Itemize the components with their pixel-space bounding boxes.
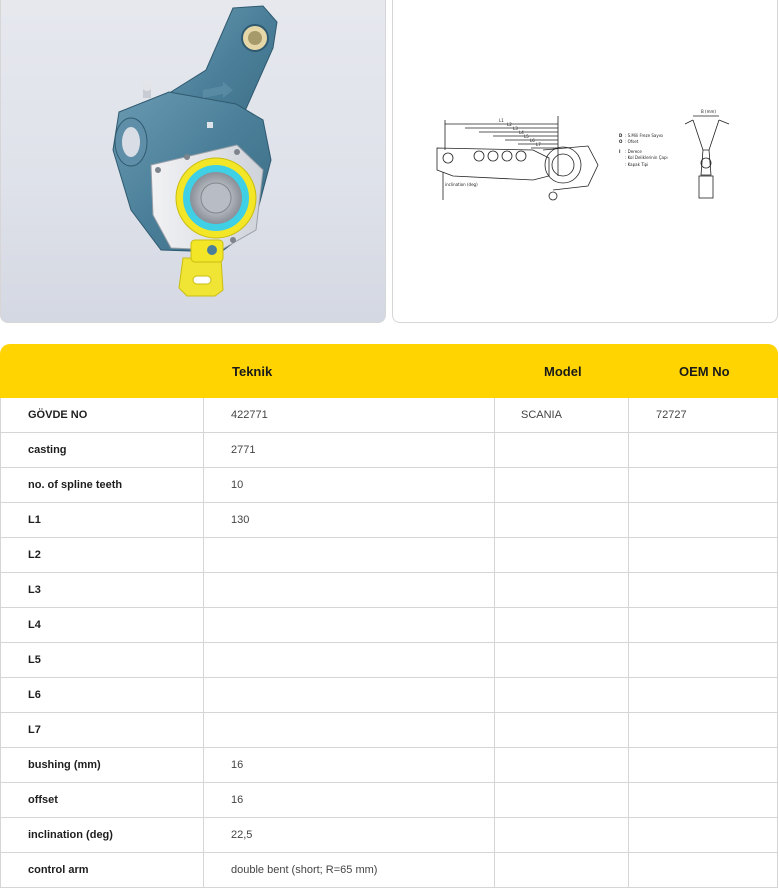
row-label: L4 <box>0 608 204 643</box>
row-model <box>495 608 629 643</box>
table-row <box>0 433 778 468</box>
row-oem <box>629 713 778 748</box>
legend-text-i: : Derece <box>625 149 642 154</box>
dim-label-L3: L3 <box>513 126 518 131</box>
row-model <box>495 783 629 818</box>
row-label: GÖVDE NO <box>0 398 204 433</box>
row-label: L7 <box>0 713 204 748</box>
row-model: SCANIA <box>495 398 629 433</box>
row-model <box>495 468 629 503</box>
row-value: 422771 <box>204 398 495 433</box>
row-value: double bent (short; R=65 mm) <box>204 853 495 888</box>
row-oem <box>629 608 778 643</box>
row-label: no. of spline teeth <box>0 468 204 503</box>
row-oem <box>629 573 778 608</box>
row-label: L5 <box>0 643 204 678</box>
header-label-col <box>0 344 204 398</box>
dim-label-L4: L4 <box>519 130 524 135</box>
table-row <box>0 398 778 433</box>
table-row <box>0 503 778 538</box>
table-row <box>0 853 778 888</box>
row-model <box>495 853 629 888</box>
row-oem <box>629 503 778 538</box>
row-model <box>495 818 629 853</box>
spec-table-container <box>0 344 778 888</box>
header-oem-no: OEM No <box>629 344 778 398</box>
legend-text-o: : Ofset <box>625 139 639 144</box>
table-row <box>0 643 778 678</box>
row-value <box>204 538 495 573</box>
row-oem <box>629 468 778 503</box>
row-model <box>495 503 629 538</box>
product-photo-card[interactable] <box>0 0 386 323</box>
row-value: 22,5 <box>204 818 495 853</box>
dim-label-L6: L6 <box>530 138 535 143</box>
row-oem <box>629 433 778 468</box>
header-model: Model <box>495 344 629 398</box>
row-oem <box>629 538 778 573</box>
table-row <box>0 608 778 643</box>
row-label: L2 <box>0 538 204 573</box>
row-value <box>204 678 495 713</box>
row-model <box>495 678 629 713</box>
table-row <box>0 818 778 853</box>
product-gallery <box>0 0 779 325</box>
table-row <box>0 783 778 818</box>
table-row <box>0 678 778 713</box>
legend-key-i: I <box>619 149 621 154</box>
row-value: 16 <box>204 783 495 818</box>
row-oem <box>629 748 778 783</box>
spec-table <box>0 344 778 888</box>
row-oem <box>629 853 778 888</box>
table-row <box>0 713 778 748</box>
row-oem <box>629 818 778 853</box>
row-oem <box>629 643 778 678</box>
row-model <box>495 573 629 608</box>
row-model <box>495 713 629 748</box>
dim-label-L2: L2 <box>507 122 512 127</box>
row-model <box>495 643 629 678</box>
dim-label-L1: L1 <box>499 118 504 123</box>
row-model <box>495 433 629 468</box>
row-label: offset <box>0 783 204 818</box>
legend-text-d: : S.Mili Freze Sayısı <box>625 133 664 138</box>
row-label: L1 <box>0 503 204 538</box>
row-value: 16 <box>204 748 495 783</box>
row-label: bushing (mm) <box>0 748 204 783</box>
row-value: 10 <box>204 468 495 503</box>
technical-drawing-card[interactable] <box>392 0 778 323</box>
row-value <box>204 713 495 748</box>
row-oem: 72727 <box>629 398 778 433</box>
table-row <box>0 468 778 503</box>
row-label: inclination (deg) <box>0 818 204 853</box>
row-model <box>495 748 629 783</box>
row-value: 130 <box>204 503 495 538</box>
legend-text-cover: : Kapak Tipi <box>625 162 649 167</box>
dim-label-L7: L7 <box>536 142 541 147</box>
row-value <box>204 643 495 678</box>
legend-key-d: D <box>619 133 623 138</box>
row-value <box>204 608 495 643</box>
row-value: 2771 <box>204 433 495 468</box>
row-label: control arm <box>0 853 204 888</box>
table-header-row <box>0 344 778 398</box>
row-value <box>204 573 495 608</box>
slack-adjuster-3d-render <box>1 0 386 323</box>
table-row <box>0 538 778 573</box>
row-model <box>495 538 629 573</box>
table-row <box>0 748 778 783</box>
legend-text-hole: : Kol Deliklerinin Çapı <box>625 155 668 160</box>
dim-label-L5: L5 <box>524 134 529 139</box>
header-teknik: Teknik <box>204 344 495 398</box>
slack-adjuster-technical-drawing <box>393 0 778 323</box>
row-label: casting <box>0 433 204 468</box>
row-oem <box>629 783 778 818</box>
width-label: B (mm) <box>701 109 716 114</box>
table-row <box>0 573 778 608</box>
row-label: L6 <box>0 678 204 713</box>
row-label: L3 <box>0 573 204 608</box>
row-oem <box>629 678 778 713</box>
legend-key-o: O <box>619 139 623 144</box>
angle-label: inclination (deg) <box>445 182 478 187</box>
